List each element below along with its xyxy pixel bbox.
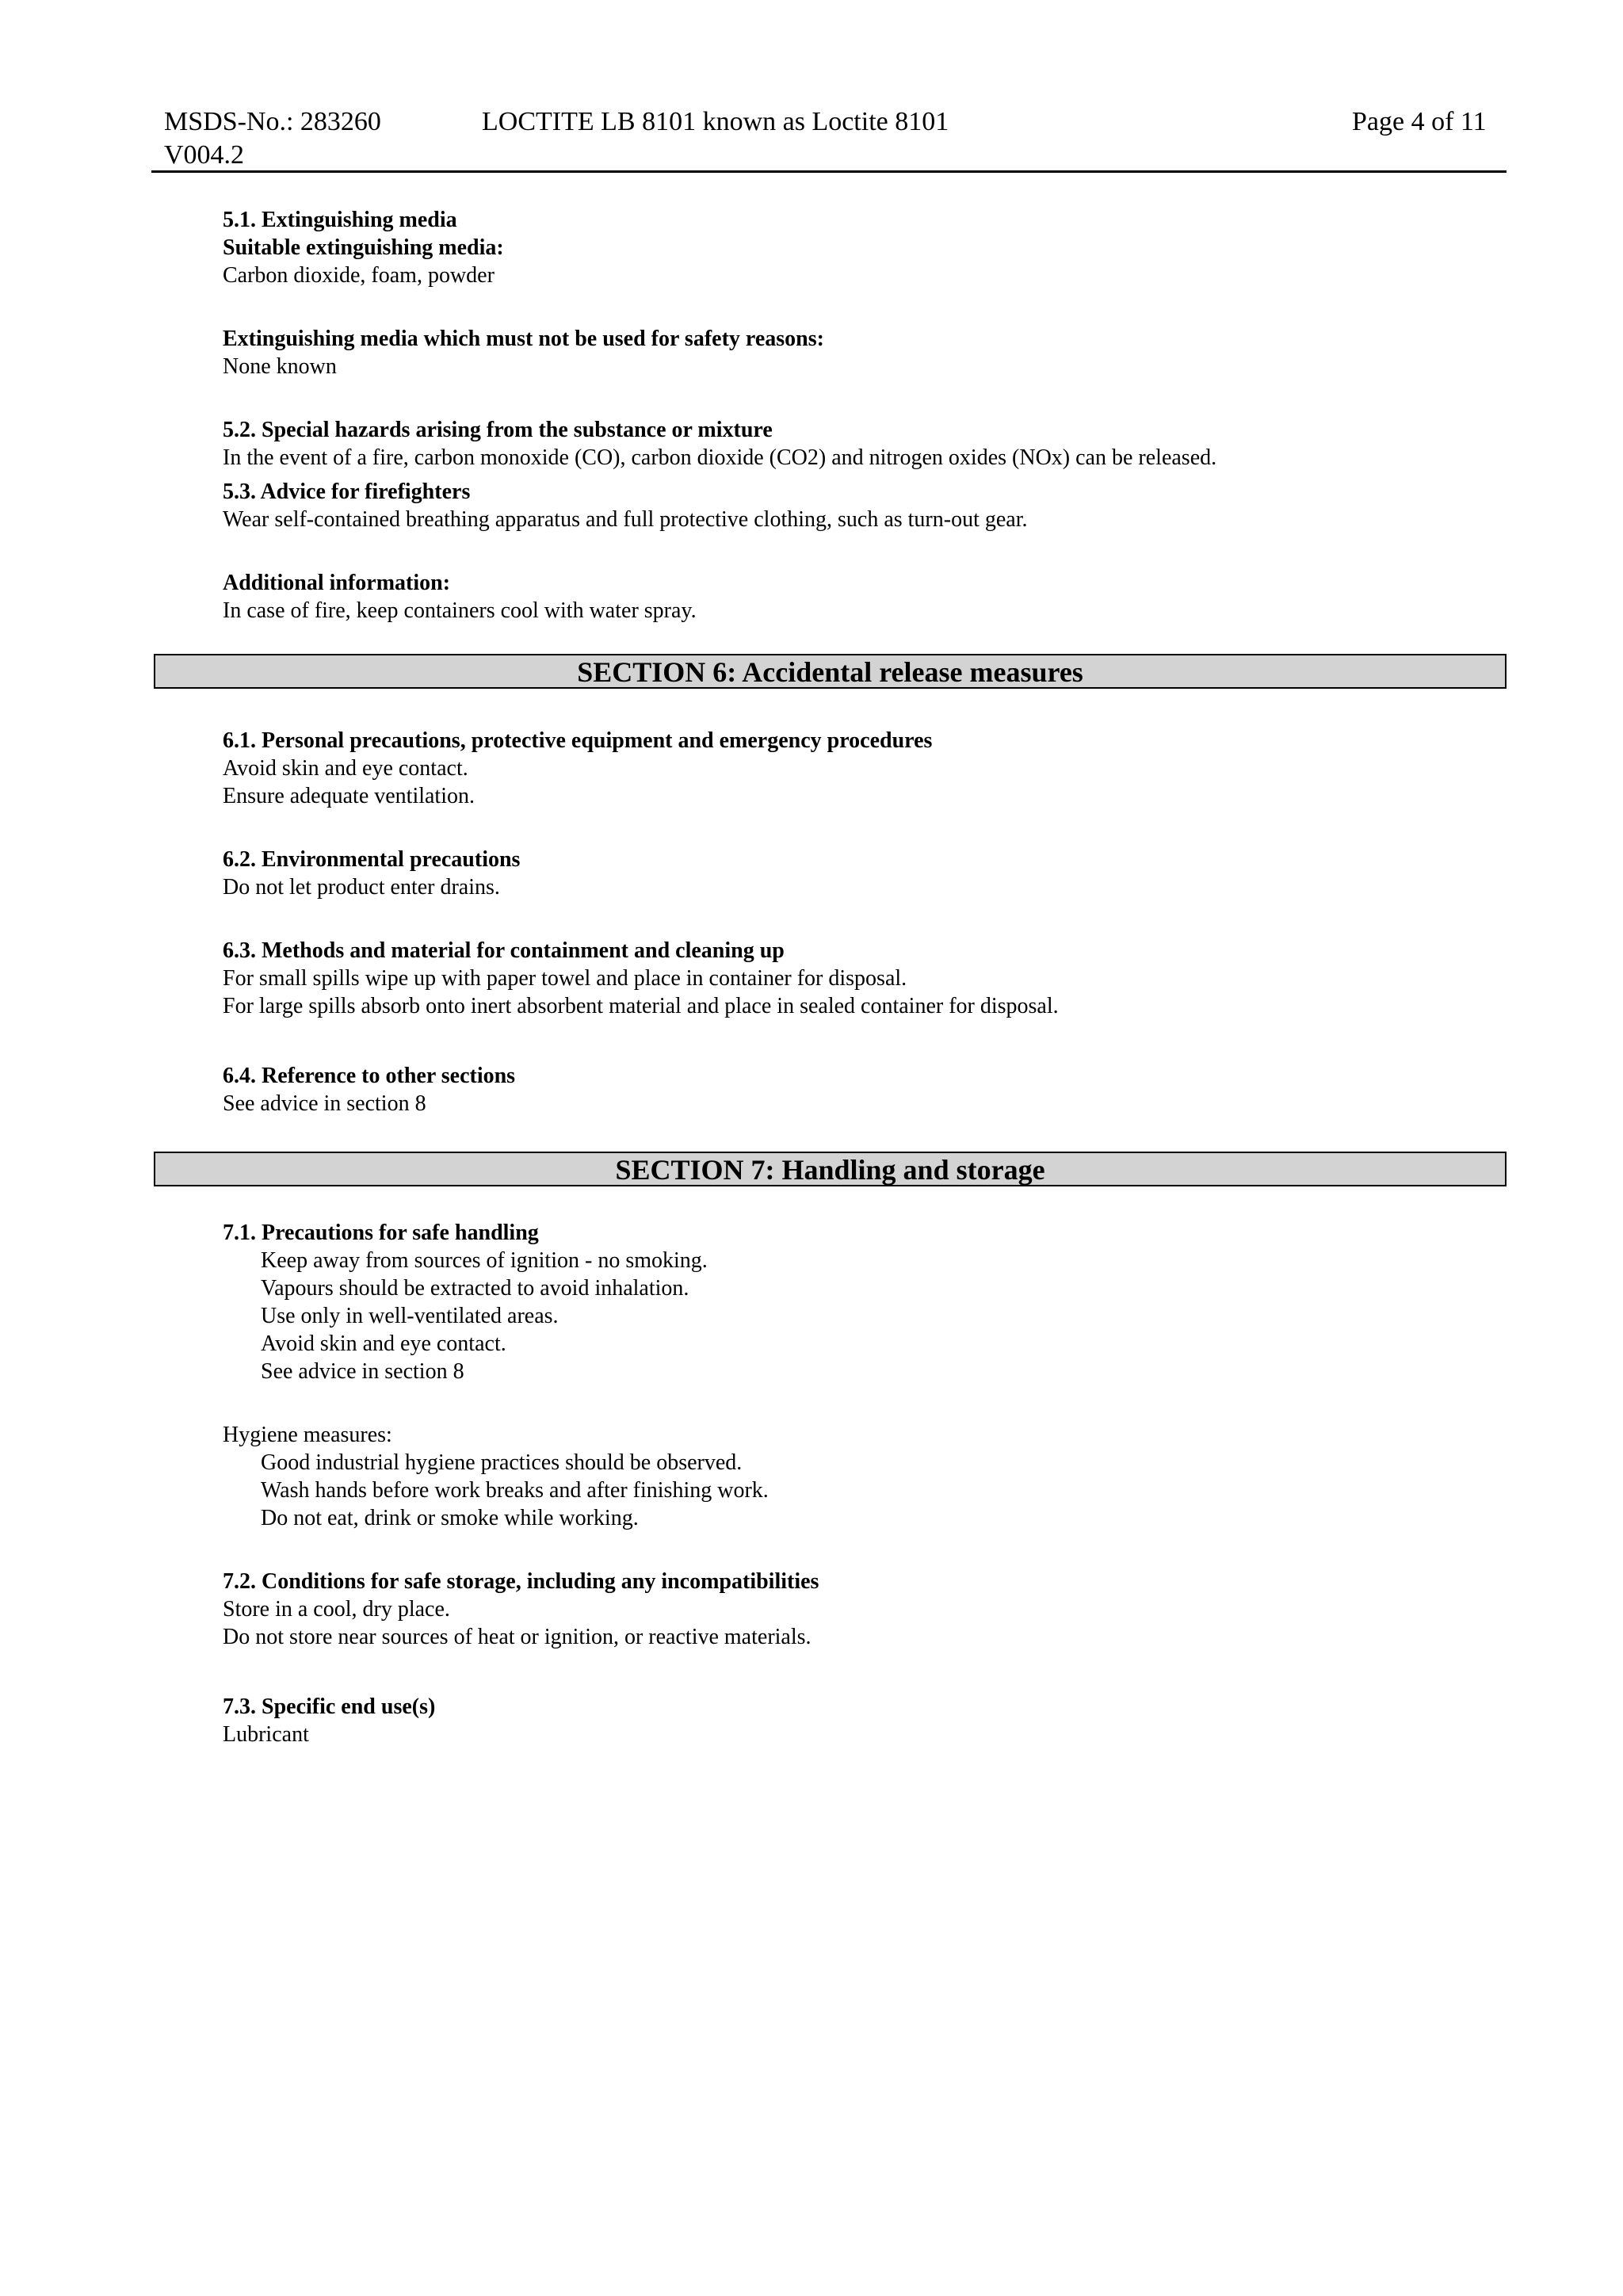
text-7-1-line: Vapours should be extracted to avoid inhalation. bbox=[261, 1276, 689, 1301]
text-7-1-line: See advice in section 8 bbox=[261, 1359, 464, 1384]
heading-6-4: 6.4. Reference to other sections bbox=[223, 1064, 516, 1088]
section-6-banner: SECTION 6: Accidental release measures bbox=[154, 654, 1507, 689]
text-7-3: Lubricant bbox=[223, 1722, 309, 1747]
heading-7-3: 7.3. Specific end use(s) bbox=[223, 1694, 436, 1719]
text-7-2-line: Store in a cool, dry place. bbox=[223, 1597, 450, 1622]
text-6-2: Do not let product enter drains. bbox=[223, 875, 500, 900]
hygiene-line: Do not eat, drink or smoke while working. bbox=[261, 1506, 639, 1530]
text-7-2-line: Do not store near sources of heat or ignition, or reactive materials. bbox=[223, 1625, 812, 1649]
text-5-2: In the event of a fire, carbon monoxide (CO), carbon dioxide (CO2) and nitrogen oxides (NOx) can be released. bbox=[223, 445, 1217, 470]
product-name: LOCTITE LB 8101 known as Loctite 8101 bbox=[482, 107, 949, 136]
hygiene-label: Hygiene measures: bbox=[223, 1423, 392, 1447]
additional-info-text: In case of fire, keep containers cool with water spray. bbox=[223, 598, 697, 623]
text-5-3: Wear self-contained breathing apparatus and full protective clothing, such as turn-out gear. bbox=[223, 507, 1028, 532]
text-6-1-line: Ensure adequate ventilation. bbox=[223, 784, 475, 808]
heading-5-1: 5.1. Extinguishing media bbox=[223, 208, 457, 232]
suitable-media-text: Carbon dioxide, foam, powder bbox=[223, 263, 495, 288]
unsuitable-media-label: Extinguishing media which must not be used for safety reasons: bbox=[223, 327, 824, 351]
text-6-3-line: For large spills absorb onto inert absorbent material and place in sealed container for disposal. bbox=[223, 994, 1059, 1018]
header-divider bbox=[151, 170, 1507, 173]
unsuitable-media-text: None known bbox=[223, 354, 337, 379]
text-6-1-line: Avoid skin and eye contact. bbox=[223, 756, 468, 781]
text-7-1-line: Use only in well-ventilated areas. bbox=[261, 1304, 559, 1328]
heading-7-1: 7.1. Precautions for safe handling bbox=[223, 1221, 539, 1245]
version-number: V004.2 bbox=[164, 140, 245, 170]
hygiene-line: Wash hands before work breaks and after finishing work. bbox=[261, 1478, 769, 1503]
suitable-media-label: Suitable extinguishing media: bbox=[223, 235, 504, 260]
heading-6-2: 6.2. Environmental precautions bbox=[223, 847, 521, 872]
heading-6-1: 6.1. Personal precautions, protective equipment and emergency procedures bbox=[223, 728, 933, 753]
hygiene-line: Good industrial hygiene practices should be observed. bbox=[261, 1450, 743, 1475]
additional-info-label: Additional information: bbox=[223, 571, 451, 595]
heading-7-2: 7.2. Conditions for safe storage, including any incompatibilities bbox=[223, 1569, 819, 1594]
text-7-1-line: Keep away from sources of ignition - no smoking. bbox=[261, 1248, 708, 1273]
heading-6-3: 6.3. Methods and material for containment and cleaning up bbox=[223, 938, 785, 963]
heading-5-3: 5.3. Advice for firefighters bbox=[223, 479, 471, 504]
text-7-1-line: Avoid skin and eye contact. bbox=[261, 1331, 506, 1356]
text-6-3-line: For small spills wipe up with paper towel and place in container for disposal. bbox=[223, 966, 907, 991]
page-number: Page 4 of 11 bbox=[1352, 107, 1487, 136]
heading-5-2: 5.2. Special hazards arising from the substance or mixture bbox=[223, 418, 773, 442]
msds-number: MSDS-No.: 283260 bbox=[164, 107, 381, 136]
text-6-4: See advice in section 8 bbox=[223, 1091, 426, 1116]
section-7-banner: SECTION 7: Handling and storage bbox=[154, 1152, 1507, 1186]
